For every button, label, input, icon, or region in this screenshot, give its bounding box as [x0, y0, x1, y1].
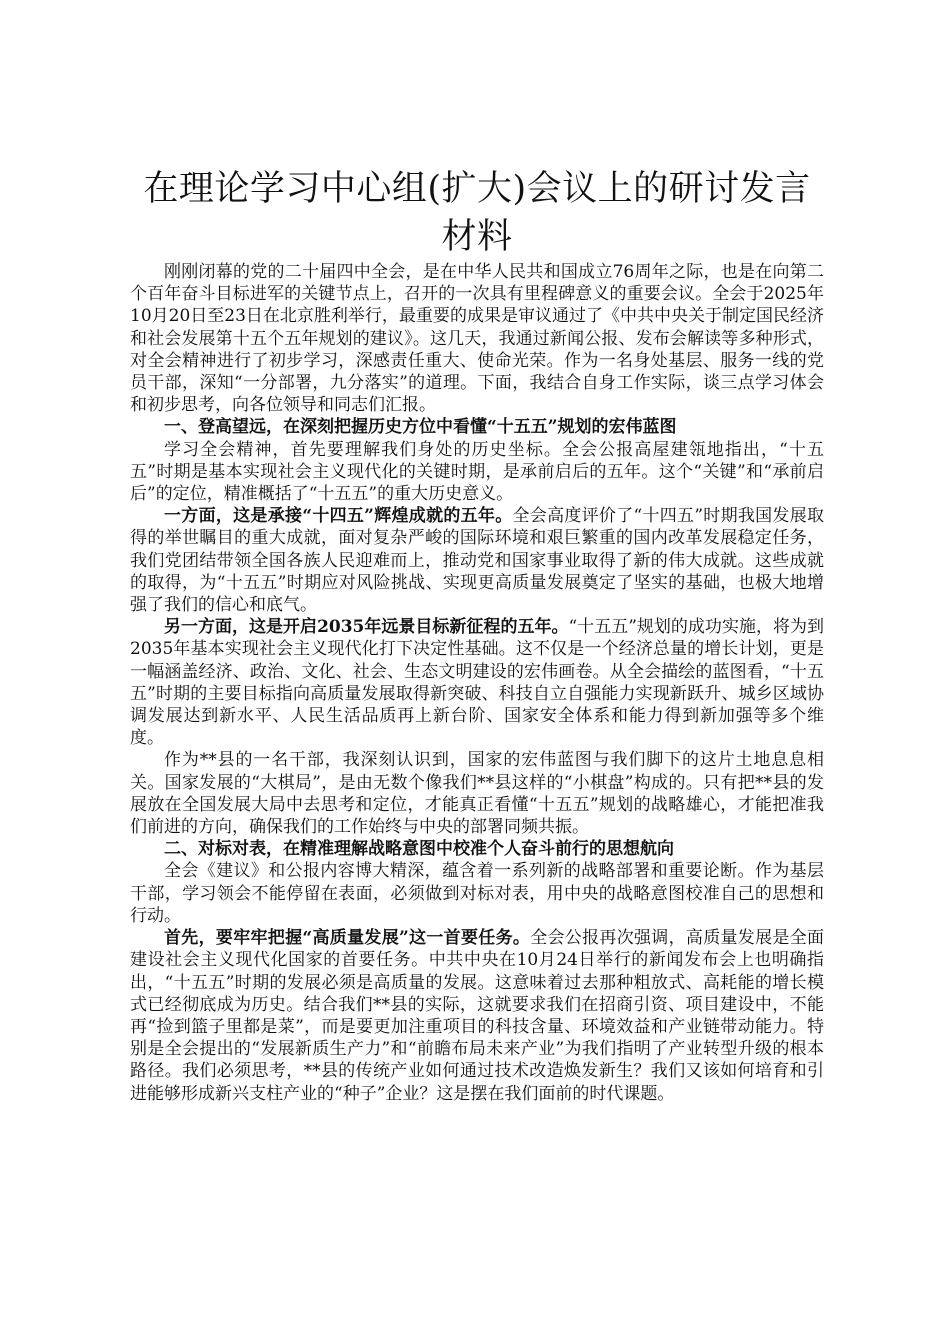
document-title: 在理论学习中心组(扩大)会议上的研讨发言材料	[143, 169, 811, 257]
body-paragraph	[130, 505, 824, 616]
section-heading: 一、登高望远，在深刻把握历史方位中看懂“十五五”规划的宏伟蓝图	[164, 417, 677, 438]
body-paragraph: 全会《建议》和公报内容博大精深，蕴含着一系列新的战略部署和重要论断。作为基层干部，学习领会不能停留在表面，必须做到对标对表，用中央的战略意图校准自己的思想和行动。	[130, 861, 824, 926]
paragraph-lead-sentence: 一方面，这是承接“十四五”辉煌成就的五年。	[164, 506, 513, 527]
paragraph-text: 全会公报再次强调，高质量发展是全面建设社会主义现代化国家的首要任务。中共中央在10月24日举行的新闻发布会上也明确指出，“十五五”时期的发展必须是高质量的发展。这意味着过去那种粗放式、高耗能的增长模式已经彻底成为历史。结合我们**县的实际，这就要求我们在招商引资、项目建设中，不能再“捡到篮子里都是菜”，而是要更加注重项目的科技含量、环境效益和产业链带动能力。特别是全会提出的“发展新质生产力”和“前瞻布局未来产业”为我们指明了产业转型升级的根本路径。我们必须思考，**县的传统产业如何通过技术改造焕发新生？我们又该如何培育和引进能够形成新兴支柱产业的“种子”企业？这是摆在我们面前的时代课题。	[130, 928, 825, 1104]
section-heading: 二、对标对表，在精准理解战略意图中校准个人奋斗前行的思想航向	[164, 839, 674, 860]
body-paragraph: 学习全会精神，首先要理解我们身处的历史坐标。全会公报高屋建瓴地指出，“十五五”时期是基本实现社会主义现代化的关键时期，是承前启后的五年。这个“关键”和“承前启后”的定位，精准概括了“十五五”的重大历史意义。	[130, 439, 824, 505]
body-paragraph	[130, 616, 824, 749]
paragraph-text: “十五五”规划的成功实施，将为到2035年基本实现社会主义现代化打下决定性基础。这不仅是一个经济总量的增长计划，更是一幅涵盖经济、政治、文化、社会、生态文明建设的宏伟画卷。从全会描绘的蓝图看，“十五五”时期的主要目标指向高质量发展取得新突破、科技自立自强能力实现新跃升、城乡区域协调发展达到新水平、人民生活品质再上新台阶、国家安全体系和能力得到新加强等多个维度。	[130, 617, 824, 749]
paragraph-lead-sentence: 首先，要牢牢把握“高质量发展”这一首要任务。	[164, 928, 531, 949]
body-paragraph: 作为**县的一名干部，我深刻认识到，国家的宏伟蓝图与我们脚下的这片土地息息相关。国家发展的“大棋局”，是由无数个像我们**县这样的“小棋盘”构成的。只有把**县的发展放在全国发展大局中去思考和定位，才能真正看懂“十五五”规划的战略雄心，才能把准我们前进的方向，确保我们的工作始终与中央的部署同频共振。	[130, 750, 824, 838]
document-page	[130, 165, 824, 1105]
body-paragraph	[130, 927, 824, 1105]
document-body	[130, 261, 824, 1105]
body-paragraph: 刚刚闭幕的党的二十届四中全会，是在中华人民共和国成立76周年之际，也是在向第二个百年奋斗目标进军的关键节点上，召开的一次具有里程碑意义的重要会议。全会于2025年10月20日至23日在北京胜利举行，最重要的成果是审议通过了《中共中央关于制定国民经济和社会发展第十五个五年规划的建议》。这几天，我通过新闻公报、发布会解读等多种形式，对全会精神进行了初步学习，深感责任重大、使命光荣。作为一名身处基层、服务一线的党员干部，深知“一分部署，九分落实”的道理。下面，我结合自身工作实际，谈三点学习体会和初步思考，向各位领导和同志们汇报。	[130, 262, 824, 416]
paragraph-lead-sentence: 另一方面，这是开启2035年远景目标新征程的五年。	[164, 617, 569, 638]
paragraph-text: 全会高度评价了“十四五”时期我国发展取得的举世瞩目的重大成就，面对复杂严峻的国际环境和艰巨繁重的国内改革发展稳定任务，我们党团结带领全国各族人民迎难而上，推动党和国家事业取得了新的伟大成就。这些成就的取得，为“十五五”时期应对风险挑战、实现更高质量发展奠定了坚实的基础，也极大地增强了我们的信心和底气。	[130, 506, 824, 616]
